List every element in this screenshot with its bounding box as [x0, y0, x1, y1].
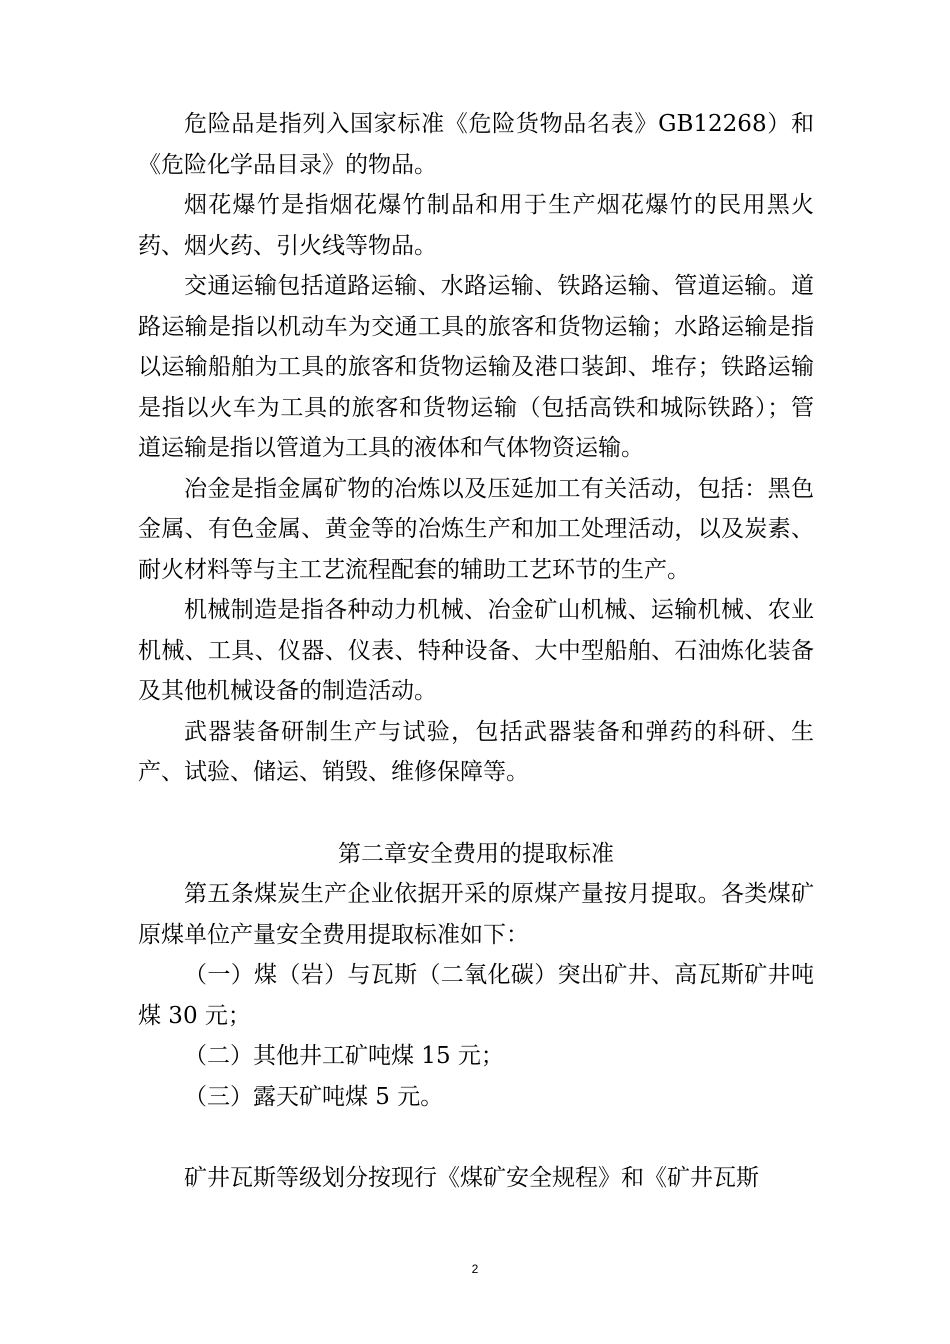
paragraph-metallurgy: 冶金是指金属矿物的冶炼以及压延加工有关活动，包括：黑色金属、有色金属、黄金等的冶炼生产和加工处理活动，以及炭素、耐火材料等与主工艺流程配套的辅助工艺环节的生产。: [138, 475, 814, 583]
paragraph-gas-classification: 矿井瓦斯等级划分按现行《煤矿安全规程》和《矿井瓦斯: [184, 1165, 759, 1191]
paragraph-fireworks: 烟花爆竹是指烟花爆竹制品和用于生产烟花爆竹的民用黑火药、烟火药、引火线等物品。: [138, 192, 814, 259]
list-item: （二）其他井工矿吨煤 15 元；: [184, 1043, 504, 1069]
paragraph-dangerous-goods: 危险品是指列入国家标准《危险货物品名表》GB12268）和《危险化学品目录》的物品。: [138, 111, 814, 178]
paragraph-transport: 交通运输包括道路运输、水路运输、铁路运输、管道运输。道路运输是指以机动车为交通工具的旅客和货物运输；水路运输是指以运输船舶为工具的旅客和货物运输及港口装卸、堆存；铁路运输是指以火车为工具的旅客和货物运输（包括高铁和城际铁路）；管道运输是指以管道为工具的液体和气体物资运输。: [138, 273, 814, 461]
paragraph-machinery: 机械制造是指各种动力机械、冶金矿山机械、运输机械、农业机械、工具、仪器、仪表、特种设备、大中型船舶、石油炼化装备及其他机械设备的制造活动。: [138, 597, 814, 704]
page-number: 2: [471, 1262, 479, 1276]
list-item: （一）煤（岩）与瓦斯（二氧化碳）突出矿井、高瓦斯矿井吨煤 30 元；: [138, 962, 814, 1029]
list-item: （三）露天矿吨煤 5 元。: [184, 1083, 444, 1110]
fee-standard-list: [138, 955, 814, 1117]
page-content: [138, 104, 814, 1199]
chapter-title: 第二章安全费用的提取标准: [338, 840, 614, 867]
blank-line: [138, 1117, 814, 1158]
paragraph-article-5: 第五条煤炭生产企业依据开采的原煤产量按月提取。各类煤矿原煤单位产量安全费用提取标准如下：: [138, 881, 814, 948]
paragraph-weapons: 武器装备研制生产与试验，包括武器装备和弹药的科研、生产、试验、储运、销毁、维修保障等。: [138, 718, 814, 785]
